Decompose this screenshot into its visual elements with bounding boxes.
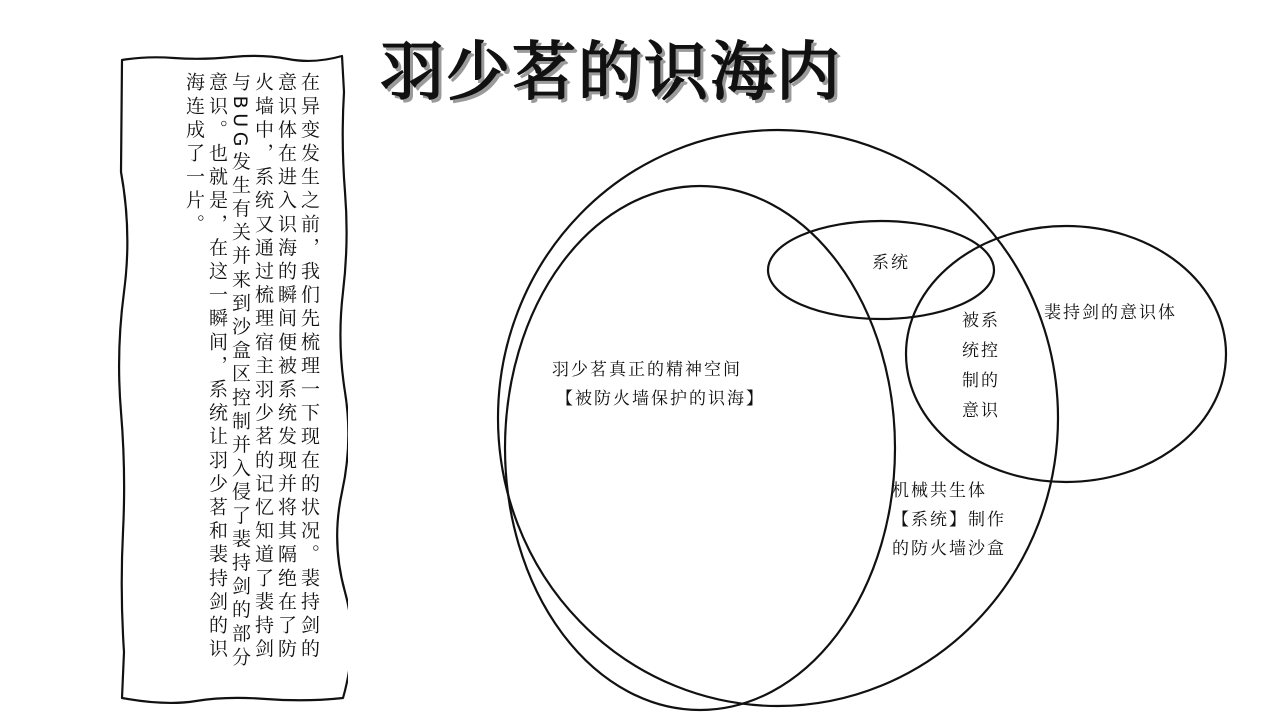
note-text: 在异变发生之前，我们先梳理一下现在的状况。裴持剑的意识体在进入识海的瞬间便被系统发现并将其隔绝在了防火墙中，系统又通过梳理宿主羽少茗的记忆知道了裴持剑与BUG发生有关并来到沙盒区控制并入侵了裴持剑的部分意识。也就是，在这一瞬间，系统让羽少茗和裴持剑的识海连成了一片。 — [183, 72, 320, 671]
label-sandbox: 机械共生体【系统】制作的防火墙沙盒 — [892, 481, 1006, 559]
label-system: 系统 — [872, 253, 910, 273]
label-pei-consciousness: 裴持剑的意识体 — [1044, 303, 1177, 323]
label-true-mind-line2: 【被防火墙保护的识海】 — [556, 389, 765, 409]
label-true-mind-line1: 羽少茗真正的精神空间 — [552, 360, 742, 380]
label-controlled-consciousness: 被系统控制的意识 — [962, 311, 1000, 421]
pei-consciousness-ellipse — [906, 226, 1226, 482]
true-mind-ellipse — [505, 186, 895, 710]
page-title: 羽少茗的识海内 — [380, 36, 842, 110]
